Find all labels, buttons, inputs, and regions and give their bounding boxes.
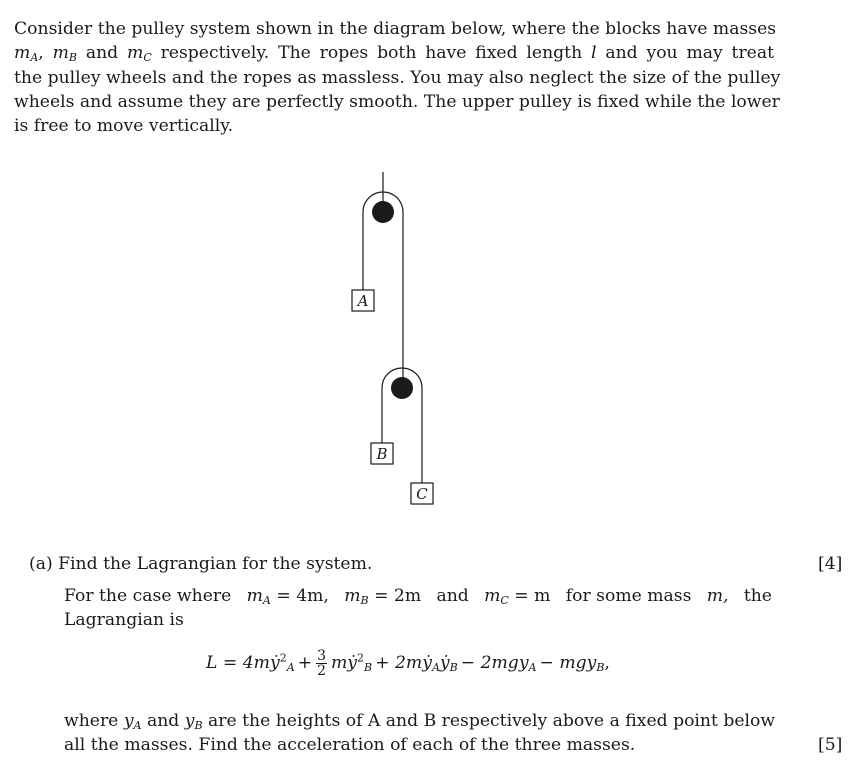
part-a-case-text bbox=[64, 584, 774, 633]
lower-pulley-wheel bbox=[391, 377, 413, 399]
intro-paragraph bbox=[14, 17, 781, 138]
fraction-three-halves: $\frac{3}{2}$ bbox=[317, 647, 326, 679]
block-a-label: A bbox=[357, 292, 369, 310]
case-line-1: For the case where $m_A = 4m$, $m_B = 2m$ and $m_C = m$ for some mass m, the bbox=[64, 586, 772, 607]
intro-line-4: wheels and assume they are perfectly smooth. The upper pulley is fixed while the lower bbox=[14, 91, 780, 112]
where-line-1: where $y_A$ and $y_B$ are the heights of A and B respectively above a fixed point below bbox=[64, 711, 776, 732]
intro-line-5: is free to move vertically. bbox=[14, 116, 234, 137]
marks-part-a-2: [5] bbox=[818, 735, 843, 755]
case-line-2: Lagrangian is bbox=[64, 610, 184, 631]
upper-pulley-wheel bbox=[372, 201, 394, 223]
intro-line-2: $m_A$, $m_B$ and $m_C$ respectively. The ropes both have fixed length l and you may treat bbox=[14, 43, 775, 65]
lagrangian-equation: L = 4mẏ$^2_A$ + $\frac{3}{2}$ mẏ$^2_B$ + 2mẏ$_A$ẏ$_B$ − 2mgy$_A$ − mgy$_B$, bbox=[206, 647, 610, 679]
block-b-label: B bbox=[376, 445, 388, 463]
intro-line-3: the pulley wheels and the ropes as massless. You may also neglect the size of the pulley bbox=[14, 67, 781, 88]
where-line-2: all the masses. Find the acceleration of each of the three masses. bbox=[64, 735, 636, 756]
intro-line-1: Consider the pulley system shown in the diagram below, where the blocks have masses bbox=[14, 19, 777, 39]
pulley-diagram bbox=[330, 160, 450, 510]
part-a-where-text bbox=[64, 709, 774, 758]
part-a-heading: (a) Find the Lagrangian for the system. bbox=[29, 554, 373, 574]
marks-part-a: [4] bbox=[818, 554, 843, 574]
block-c-label: C bbox=[416, 485, 428, 503]
